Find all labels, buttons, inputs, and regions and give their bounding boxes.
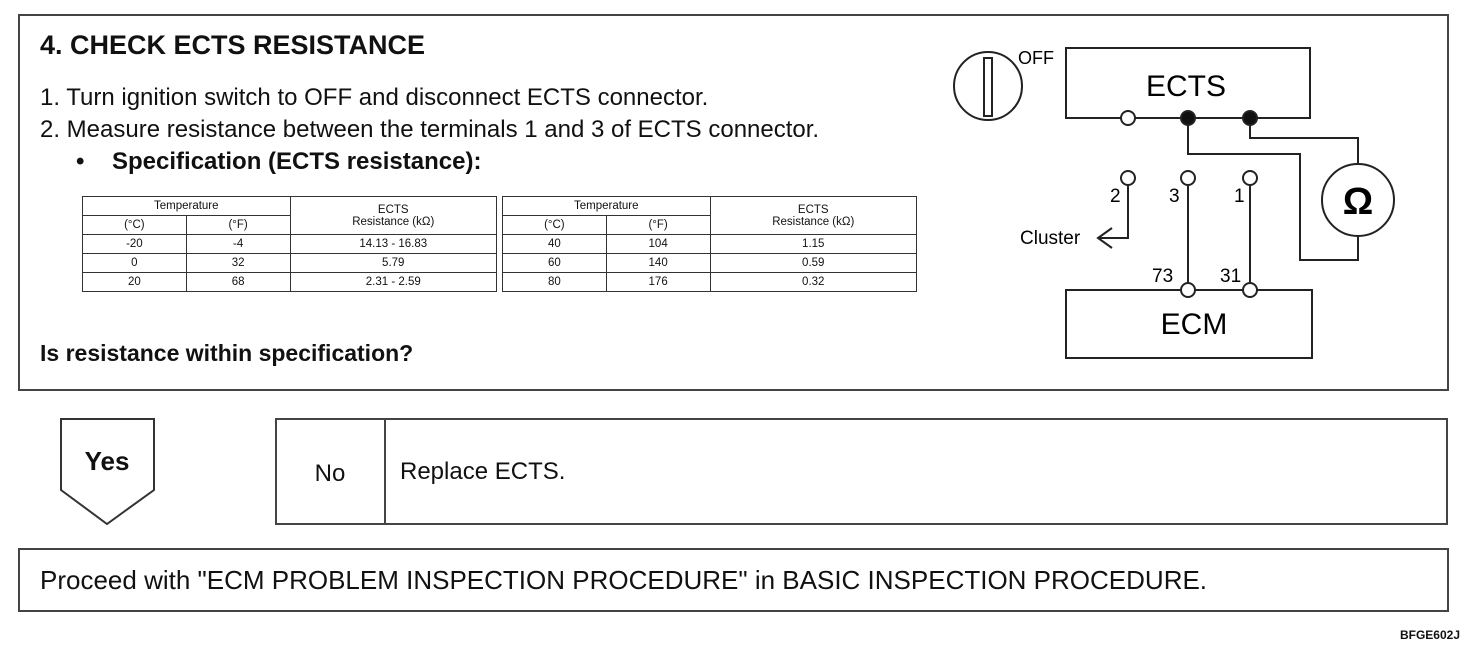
cell-celsius: -20 — [83, 235, 187, 254]
ohm-symbol: Ω — [1342, 181, 1374, 223]
no-action-text: Replace ECTS. — [400, 458, 566, 485]
cell-celsius: 40 — [503, 235, 607, 254]
next-step-text: Proceed with "ECM PROBLEM INSPECTION PROCEDURE" in BASIC INSPECTION PROCEDURE. — [40, 565, 1208, 595]
specification-label: Specification (ECTS resistance): — [112, 148, 482, 175]
cell-resistance: 1.15 — [710, 235, 917, 254]
no-label: No — [314, 460, 346, 487]
instruction-2: 2. Measure resistance between the terminals 1 and 3 of ECTS connector. — [40, 116, 820, 143]
cell-resistance: 5.79 — [290, 254, 497, 273]
header-fahrenheit: (°F) — [186, 216, 290, 235]
cell-celsius: 80 — [503, 273, 607, 292]
yes-label: Yes — [84, 446, 130, 476]
step-title: 4. CHECK ECTS RESISTANCE — [40, 30, 426, 60]
ecm-terminal-73 — [1181, 283, 1195, 297]
wire-ects-meter-a — [1188, 118, 1358, 260]
ects-terminal-1 — [1243, 111, 1257, 125]
ecm-pin-31-label: 31 — [1220, 266, 1242, 287]
cell-resistance: 14.13 - 16.83 — [290, 235, 497, 254]
ects-terminal-open — [1121, 111, 1135, 125]
cell-celsius: 0 — [83, 254, 187, 273]
header-fahrenheit: (°F) — [606, 216, 710, 235]
harness-pin-2 — [1121, 171, 1135, 185]
cell-resistance: 0.59 — [710, 254, 917, 273]
instruction-1: 1. Turn ignition switch to OFF and disconnect ECTS connector. — [40, 84, 709, 111]
cell-resistance: 0.32 — [710, 273, 917, 292]
header-temperature: Temperature — [83, 197, 291, 216]
cell-fahrenheit: 176 — [606, 273, 710, 292]
harness-pin-1 — [1243, 171, 1257, 185]
header-temperature: Temperature — [503, 197, 711, 216]
cell-celsius: 20 — [83, 273, 187, 292]
header-celsius: (°C) — [83, 216, 187, 235]
cell-fahrenheit: -4 — [186, 235, 290, 254]
harness-pin-3 — [1181, 171, 1195, 185]
cluster-label: Cluster — [1020, 228, 1081, 249]
figure-code: BFGE602J — [1399, 628, 1460, 642]
cell-resistance: 2.31 - 2.59 — [290, 273, 497, 292]
header-celsius: (°C) — [503, 216, 607, 235]
bullet-icon: • — [76, 148, 85, 175]
pin-3-label: 3 — [1169, 186, 1180, 207]
header-resistance-line1: ECTS — [797, 203, 829, 216]
ecm-pin-73-label: 73 — [1152, 266, 1174, 287]
pin-2-label: 2 — [1110, 186, 1121, 207]
header-resistance-line2: Resistance (kΩ) — [772, 215, 855, 228]
ects-terminal-3 — [1181, 111, 1195, 125]
check-question: Is resistance within specification? — [40, 340, 414, 366]
cell-fahrenheit: 104 — [606, 235, 710, 254]
cell-fahrenheit: 68 — [186, 273, 290, 292]
ignition-key-slot — [984, 58, 992, 116]
header-resistance-line2: Resistance (kΩ) — [352, 215, 435, 228]
cell-celsius: 60 — [503, 254, 607, 273]
ects-label: ECTS — [1145, 70, 1227, 103]
ecm-label: ECM — [1160, 308, 1228, 341]
ecm-terminal-31 — [1243, 283, 1257, 297]
cell-fahrenheit: 32 — [186, 254, 290, 273]
wire-ects-meter-b — [1250, 118, 1358, 164]
switch-off-label: OFF — [1018, 48, 1054, 68]
header-resistance-line1: ECTS — [377, 203, 409, 216]
pin-1-label: 1 — [1234, 186, 1245, 207]
cell-fahrenheit: 140 — [606, 254, 710, 273]
